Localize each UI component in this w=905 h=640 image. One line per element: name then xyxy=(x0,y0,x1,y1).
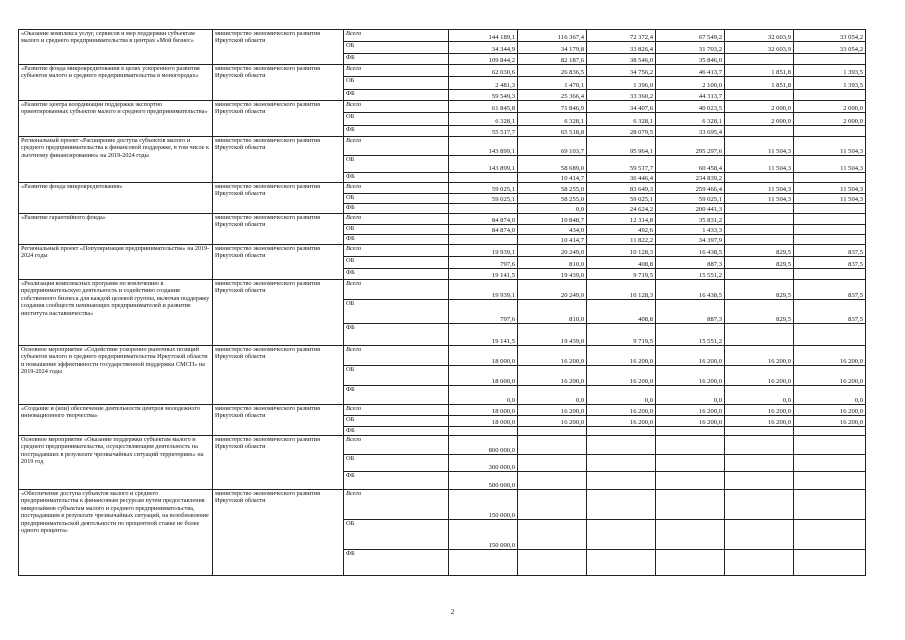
amount-cell: 59 025,1 xyxy=(656,194,725,204)
amount-cell xyxy=(725,472,794,490)
amount-cell: 69 103,7 xyxy=(518,137,587,156)
amount-cell: 829,5 xyxy=(725,300,794,324)
amount-cell: 797,6 xyxy=(449,300,518,324)
amount-cell: 44 313,7 xyxy=(656,90,725,101)
measure-name-cell: Основное мероприятие «Оказание поддержки субъектам малого и среднего предпринимательства, осуществляющим деятельность на пострадавших в результате чрезвычайных ситуаций территориях» на 2019 год xyxy=(19,436,213,490)
amount-cell: 9 719,5 xyxy=(587,324,656,346)
amount-cell: 0,0 xyxy=(518,204,587,214)
funding-source-cell: ФБ xyxy=(344,269,449,280)
amount-cell: 10 128,3 xyxy=(587,245,656,257)
amount-cell: 58 255,0 xyxy=(518,194,587,204)
amount-cell: 109 844,2 xyxy=(449,54,518,65)
amount-cell: 83 649,3 xyxy=(587,183,656,194)
amount-cell: 33 054,2 xyxy=(794,42,866,54)
amount-cell xyxy=(725,204,794,214)
amount-cell xyxy=(725,490,794,520)
amount-cell: 15 551,2 xyxy=(656,269,725,280)
amount-cell: 11 504,3 xyxy=(794,194,866,204)
amount-cell: 11 822,2 xyxy=(587,235,656,245)
amount-cell xyxy=(656,427,725,436)
amount-cell: 16 200,0 xyxy=(725,405,794,416)
amount-cell xyxy=(518,455,587,472)
amount-cell xyxy=(725,269,794,280)
amount-cell: 837,5 xyxy=(794,257,866,269)
amount-cell: 19 939,1 xyxy=(449,245,518,257)
amount-cell xyxy=(794,126,866,137)
amount-cell xyxy=(794,54,866,65)
measure-name-cell: Основное мероприятие «Содействие ускоренно рыночных позиций субъектов малого и среднего предпринимательства Иркутской области и повышение эффективности государственной поддержки СМСП» на 2019-2024 годы xyxy=(19,346,213,405)
amount-cell xyxy=(656,550,725,576)
amount-cell xyxy=(794,225,866,235)
amount-cell: 0,0 xyxy=(518,386,587,405)
amount-cell xyxy=(794,173,866,183)
amount-cell: 18 000,0 xyxy=(449,366,518,386)
amount-cell xyxy=(725,235,794,245)
amount-cell xyxy=(794,235,866,245)
amount-cell: 33 695,4 xyxy=(656,126,725,137)
amount-cell: 11 504,3 xyxy=(725,183,794,194)
amount-cell: 59 025,1 xyxy=(449,194,518,204)
amount-cell: 116 367,4 xyxy=(518,30,587,42)
amount-cell: 9 719,5 xyxy=(587,269,656,280)
table-row xyxy=(19,346,866,366)
funding-source-cell: ОБ xyxy=(344,194,449,204)
amount-cell xyxy=(587,427,656,436)
funding-source-cell: ФБ xyxy=(344,386,449,405)
funding-source-cell: ФБ xyxy=(344,324,449,346)
amount-cell: 33 054,2 xyxy=(794,30,866,42)
amount-cell xyxy=(449,204,518,214)
amount-cell xyxy=(725,225,794,235)
funding-source-cell: ФБ xyxy=(344,173,449,183)
amount-cell xyxy=(794,520,866,550)
amount-cell: 1 433,3 xyxy=(656,225,725,235)
amount-cell: 0,0 xyxy=(794,386,866,405)
amount-cell: 0,0 xyxy=(656,386,725,405)
amount-cell xyxy=(587,455,656,472)
funding-source-cell: ФБ xyxy=(344,427,449,436)
measure-name-cell: «Создание и (или) обеспечение деятельности центров молодежного инновационного творчества» xyxy=(19,405,213,436)
amount-cell: 500 000,0 xyxy=(449,472,518,490)
amount-cell: 837,5 xyxy=(794,300,866,324)
measure-name-cell: Региональный проект «Расширение доступа субъектов малого и среднего предпринимательства к финансовой поддержке, в том числе к льготному финансированию» на 2019-2024 годы xyxy=(19,137,213,183)
amount-cell: 19 939,1 xyxy=(449,280,518,300)
amount-cell: 19 141,5 xyxy=(449,324,518,346)
amount-cell: 295 297,6 xyxy=(656,137,725,156)
amount-cell: 10 414,7 xyxy=(518,235,587,245)
table-row xyxy=(19,137,866,156)
amount-cell: 0,0 xyxy=(587,386,656,405)
amount-cell: 11 504,3 xyxy=(725,137,794,156)
amount-cell: 19 439,0 xyxy=(518,269,587,280)
amount-cell: 2 000,0 xyxy=(794,113,866,126)
amount-cell: 35 831,2 xyxy=(656,214,725,225)
funding-source-cell: ОБ xyxy=(344,300,449,324)
amount-cell: 10 128,3 xyxy=(587,280,656,300)
amount-cell: 16 200,0 xyxy=(587,346,656,366)
amount-cell xyxy=(656,436,725,455)
amount-cell xyxy=(725,173,794,183)
funding-source-cell: ФБ xyxy=(344,126,449,137)
funding-source-cell: Всего xyxy=(344,30,449,42)
table-row xyxy=(19,405,866,416)
amount-cell: 11 504,3 xyxy=(794,156,866,173)
table-row xyxy=(19,490,866,520)
table-row xyxy=(19,280,866,300)
table-row xyxy=(19,183,866,194)
measure-name-cell: «Обеспечение доступа субъектов малого и среднего предпринимательства к финансовым ресурсам путем предоставления микрозаймов субъектам малого и среднего предпринимательства, пострадавшим в результате чрезвычайных ситуаций, на возобновление предпринимательской деятельности по процентной ставке не более одного процента» xyxy=(19,490,213,576)
amount-cell: 16 200,0 xyxy=(794,416,866,427)
amount-cell: 16 200,0 xyxy=(656,346,725,366)
responsible-executor-cell: министерство экономического развития Иркутской области xyxy=(213,137,344,183)
amount-cell: 65 518,8 xyxy=(518,126,587,137)
amount-cell xyxy=(656,472,725,490)
amount-cell: 61 845,8 xyxy=(449,101,518,113)
amount-cell: 16 200,0 xyxy=(587,416,656,427)
amount-cell: 829,5 xyxy=(725,245,794,257)
amount-cell: 32 603,9 xyxy=(725,30,794,42)
amount-cell: 34 344,9 xyxy=(449,42,518,54)
amount-cell xyxy=(587,550,656,576)
funding-source-cell: ФБ xyxy=(344,204,449,214)
amount-cell: 434,0 xyxy=(518,225,587,235)
funding-source-cell: Всего xyxy=(344,65,449,77)
amount-cell: 1 851,8 xyxy=(725,77,794,90)
amount-cell: 72 372,4 xyxy=(587,30,656,42)
amount-cell: 35 846,0 xyxy=(656,54,725,65)
amount-cell: 16 200,0 xyxy=(725,366,794,386)
responsible-executor-cell: министерство экономического развития Иркутской области xyxy=(213,214,344,245)
responsible-executor-cell: министерство экономического развития Иркутской области xyxy=(213,490,344,576)
amount-cell xyxy=(794,550,866,576)
responsible-executor-cell: министерство экономического развития Иркутской области xyxy=(213,436,344,490)
amount-cell xyxy=(725,550,794,576)
amount-cell: 10 848,7 xyxy=(518,214,587,225)
amount-cell: 32 603,9 xyxy=(725,42,794,54)
funding-source-cell: ОБ xyxy=(344,257,449,269)
funding-source-cell: ОБ xyxy=(344,113,449,126)
amount-cell: 18 000,0 xyxy=(449,346,518,366)
amount-cell: 810,0 xyxy=(518,300,587,324)
amount-cell: 59 025,1 xyxy=(587,194,656,204)
funding-source-cell: ОБ xyxy=(344,42,449,54)
responsible-executor-cell: министерство экономического развития Иркутской области xyxy=(213,65,344,101)
amount-cell: 40 023,5 xyxy=(656,101,725,113)
amount-cell: 62 030,6 xyxy=(449,65,518,77)
responsible-executor-cell: министерство экономического развития Иркутской области xyxy=(213,30,344,65)
amount-cell: 887,3 xyxy=(656,300,725,324)
amount-cell xyxy=(656,490,725,520)
amount-cell: 15 551,2 xyxy=(656,324,725,346)
amount-cell: 26 836,5 xyxy=(518,65,587,77)
amount-cell: 71 846,9 xyxy=(518,101,587,113)
measure-name-cell: Региональный проект «Популяризация предпринимательства» на 2019-2024 годы xyxy=(19,245,213,280)
funding-source-cell: Всего xyxy=(344,490,449,520)
amount-cell: 55 517,7 xyxy=(449,126,518,137)
page-number: 2 xyxy=(450,608,455,616)
amount-cell: 200 441,3 xyxy=(656,204,725,214)
table-row xyxy=(19,436,866,455)
amount-cell xyxy=(725,214,794,225)
amount-cell: 800 000,0 xyxy=(449,436,518,455)
measure-name-cell: «Развитие фонда микрокредитования в целях ускоренного развития субъектов малого и среднего предпринимательства в моногородах» xyxy=(19,65,213,101)
responsible-executor-cell: министерство экономического развития Иркутской области xyxy=(213,405,344,436)
amount-cell: 810,0 xyxy=(518,257,587,269)
amount-cell: 16 438,5 xyxy=(656,280,725,300)
amount-cell: 259 466,4 xyxy=(656,183,725,194)
amount-cell: 58 255,0 xyxy=(518,183,587,194)
responsible-executor-cell: министерство экономического развития Иркутской области xyxy=(213,280,344,346)
funding-source-cell: ФБ xyxy=(344,90,449,101)
amount-cell xyxy=(794,90,866,101)
responsible-executor-cell: министерство экономического развития Иркутской области xyxy=(213,245,344,280)
amount-cell: 6 328,1 xyxy=(518,113,587,126)
amount-cell: 6 328,1 xyxy=(587,113,656,126)
funding-source-cell: ОБ xyxy=(344,416,449,427)
funding-source-cell: Всего xyxy=(344,346,449,366)
funding-source-cell: Всего xyxy=(344,280,449,300)
amount-cell xyxy=(725,520,794,550)
amount-cell: 16 200,0 xyxy=(587,366,656,386)
measure-name-cell: «Развитие гарантийного фонда» xyxy=(19,214,213,245)
amount-cell: 16 200,0 xyxy=(725,416,794,427)
amount-cell xyxy=(725,436,794,455)
amount-cell: 46 413,7 xyxy=(656,65,725,77)
amount-cell: 16 438,5 xyxy=(656,245,725,257)
amount-cell: 31 703,2 xyxy=(656,42,725,54)
responsible-executor-cell: министерство экономического развития Иркутской области xyxy=(213,101,344,137)
funding-source-cell: ФБ xyxy=(344,472,449,490)
amount-cell xyxy=(587,520,656,550)
amount-cell: 300 000,0 xyxy=(449,455,518,472)
funding-source-cell: ФБ xyxy=(344,54,449,65)
amount-cell: 0,0 xyxy=(725,386,794,405)
amount-cell: 20 249,0 xyxy=(518,245,587,257)
amount-cell: 0,0 xyxy=(449,386,518,405)
amount-cell xyxy=(794,427,866,436)
amount-cell: 58 689,0 xyxy=(518,156,587,173)
amount-cell: 492,6 xyxy=(587,225,656,235)
funding-source-cell: ОБ xyxy=(344,77,449,90)
amount-cell xyxy=(794,214,866,225)
responsible-executor-cell: министерство экономического развития Иркутской области xyxy=(213,183,344,214)
amount-cell: 408,8 xyxy=(587,257,656,269)
amount-cell: 16 200,0 xyxy=(656,366,725,386)
amount-cell: 84 874,0 xyxy=(449,214,518,225)
amount-cell xyxy=(656,520,725,550)
funding-source-cell: Всего xyxy=(344,183,449,194)
measure-name-cell: «Реализация комплексных программ по вовлечению в предпринимательскую деятельность и содействию создания собственного бизнеса для каждой целевой группы, включая поддержку создания сообществ начинающих предпринимателей и развитие института наставничества» xyxy=(19,280,213,346)
amount-cell xyxy=(794,324,866,346)
amount-cell: 28 079,5 xyxy=(587,126,656,137)
amount-cell xyxy=(449,173,518,183)
funding-source-cell: Всего xyxy=(344,436,449,455)
amount-cell: 837,5 xyxy=(794,245,866,257)
amount-cell: 60 458,4 xyxy=(656,156,725,173)
amount-cell: 24 624,2 xyxy=(587,204,656,214)
funding-source-cell: ФБ xyxy=(344,550,449,576)
amount-cell xyxy=(725,126,794,137)
amount-cell: 11 504,3 xyxy=(725,156,794,173)
responsible-executor-cell: министерство экономического развития Иркутской области xyxy=(213,346,344,405)
amount-cell xyxy=(518,436,587,455)
amount-cell: 1 396,0 xyxy=(587,77,656,90)
amount-cell: 1 851,8 xyxy=(725,65,794,77)
amount-cell xyxy=(794,269,866,280)
amount-cell: 59 517,7 xyxy=(587,156,656,173)
funding-source-cell: Всего xyxy=(344,405,449,416)
amount-cell xyxy=(518,550,587,576)
measure-name-cell: «Оказание комплекса услуг, сервисов и мер поддержки субъектам малого и среднего предпринимательства в центрах «Мой бизнес» xyxy=(19,30,213,65)
amount-cell: 16 200,0 xyxy=(587,405,656,416)
amount-cell: 1 393,5 xyxy=(794,77,866,90)
amount-cell: 16 200,0 xyxy=(725,346,794,366)
amount-cell xyxy=(449,550,518,576)
amount-cell xyxy=(794,204,866,214)
amount-cell: 19 141,5 xyxy=(449,269,518,280)
amount-cell xyxy=(794,472,866,490)
amount-cell: 234 839,2 xyxy=(656,173,725,183)
funding-source-cell: ОБ xyxy=(344,156,449,173)
amount-cell: 408,8 xyxy=(587,300,656,324)
amount-cell: 12 314,8 xyxy=(587,214,656,225)
budget-table-sheet xyxy=(18,29,866,576)
funding-source-cell: Всего xyxy=(344,214,449,225)
amount-cell: 150 000,0 xyxy=(449,490,518,520)
funding-source-cell: ОБ xyxy=(344,225,449,235)
amount-cell xyxy=(449,427,518,436)
amount-cell: 16 200,0 xyxy=(656,416,725,427)
amount-cell xyxy=(518,427,587,436)
amount-cell: 16 200,0 xyxy=(656,405,725,416)
amount-cell: 34 179,8 xyxy=(518,42,587,54)
amount-cell: 38 546,0 xyxy=(587,54,656,65)
amount-cell: 829,5 xyxy=(725,280,794,300)
amount-cell xyxy=(725,54,794,65)
amount-cell: 16 200,0 xyxy=(794,366,866,386)
measure-name-cell: «Развитие центра координации поддержки экспортно ориентированных субъектов малого и среднего предпринимательства» xyxy=(19,101,213,137)
amount-cell: 11 504,3 xyxy=(794,137,866,156)
amount-cell xyxy=(587,472,656,490)
amount-cell: 6 328,1 xyxy=(449,113,518,126)
amount-cell xyxy=(587,436,656,455)
amount-cell: 16 200,0 xyxy=(794,405,866,416)
amount-cell xyxy=(518,490,587,520)
amount-cell: 6 328,1 xyxy=(656,113,725,126)
amount-cell: 1 470,1 xyxy=(518,77,587,90)
amount-cell xyxy=(725,324,794,346)
amount-cell xyxy=(518,520,587,550)
amount-cell: 67 549,2 xyxy=(656,30,725,42)
amount-cell: 887,3 xyxy=(656,257,725,269)
table-row xyxy=(19,101,866,113)
amount-cell: 25 366,4 xyxy=(518,90,587,101)
table-row xyxy=(19,65,866,77)
amount-cell: 150 000,0 xyxy=(449,520,518,550)
amount-cell: 16 200,0 xyxy=(518,366,587,386)
funding-source-cell: Всего xyxy=(344,137,449,156)
funding-source-cell: Всего xyxy=(344,245,449,257)
funding-source-cell: ОБ xyxy=(344,366,449,386)
amount-cell: 143 899,1 xyxy=(449,156,518,173)
amount-cell: 16 200,0 xyxy=(794,346,866,366)
amount-cell: 33 360,2 xyxy=(587,90,656,101)
funding-source-cell: ФБ xyxy=(344,235,449,245)
amount-cell: 2 000,0 xyxy=(725,113,794,126)
amount-cell: 59 549,3 xyxy=(449,90,518,101)
amount-cell: 2 481,3 xyxy=(449,77,518,90)
amount-cell: 144 189,1 xyxy=(449,30,518,42)
measure-name-cell: «Развитие фонда микрокредитования» xyxy=(19,183,213,214)
amount-cell: 2 000,0 xyxy=(725,101,794,113)
amount-cell xyxy=(656,455,725,472)
funding-source-cell: ОБ xyxy=(344,455,449,472)
amount-cell xyxy=(725,455,794,472)
table-row xyxy=(19,245,866,257)
amount-cell: 1 393,5 xyxy=(794,65,866,77)
amount-cell: 11 504,3 xyxy=(725,194,794,204)
amount-cell: 84 874,0 xyxy=(449,225,518,235)
amount-cell: 143 899,1 xyxy=(449,137,518,156)
amount-cell xyxy=(725,90,794,101)
amount-cell xyxy=(587,490,656,520)
amount-cell: 33 826,4 xyxy=(587,42,656,54)
amount-cell: 829,5 xyxy=(725,257,794,269)
amount-cell: 82 187,6 xyxy=(518,54,587,65)
funding-source-cell: ОБ xyxy=(344,520,449,550)
funding-source-cell: Всего xyxy=(344,101,449,113)
amount-cell xyxy=(794,490,866,520)
amount-cell: 797,6 xyxy=(449,257,518,269)
amount-cell: 16 200,0 xyxy=(518,346,587,366)
amount-cell: 34 756,2 xyxy=(587,65,656,77)
amount-cell: 95 964,1 xyxy=(587,137,656,156)
amount-cell: 2 100,0 xyxy=(656,77,725,90)
table-row xyxy=(19,214,866,225)
amount-cell xyxy=(794,436,866,455)
amount-cell: 11 504,3 xyxy=(794,183,866,194)
amount-cell: 59 025,1 xyxy=(449,183,518,194)
amount-cell xyxy=(449,235,518,245)
amount-cell: 2 000,0 xyxy=(794,101,866,113)
table-row xyxy=(19,30,866,42)
amount-cell: 16 200,0 xyxy=(518,416,587,427)
amount-cell: 19 439,0 xyxy=(518,324,587,346)
amount-cell: 34 407,6 xyxy=(587,101,656,113)
budget-table xyxy=(18,29,866,576)
amount-cell: 16 200,0 xyxy=(518,405,587,416)
amount-cell: 36 446,4 xyxy=(587,173,656,183)
amount-cell xyxy=(794,455,866,472)
amount-cell: 18 000,0 xyxy=(449,416,518,427)
amount-cell: 18 000,0 xyxy=(449,405,518,416)
amount-cell xyxy=(518,472,587,490)
amount-cell xyxy=(725,427,794,436)
amount-cell: 34 397,9 xyxy=(656,235,725,245)
amount-cell: 20 249,0 xyxy=(518,280,587,300)
amount-cell: 10 414,7 xyxy=(518,173,587,183)
amount-cell: 837,5 xyxy=(794,280,866,300)
